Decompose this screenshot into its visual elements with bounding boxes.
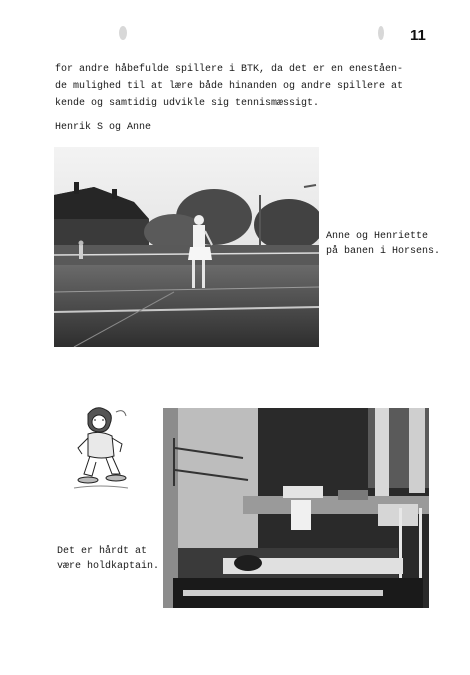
photo1-caption	[326, 229, 440, 259]
paragraph-line: kende og samtidig udvikle sig tennismæssigt.	[55, 98, 320, 109]
caption-line: på banen i Horsens.	[326, 246, 441, 257]
cartoon-sketch	[66, 404, 134, 494]
paragraph-line: for andre håbefulde spillere i BTK, da det er en eneståen-	[55, 64, 404, 75]
caption-line: Det er hårdt at	[57, 546, 148, 557]
tennis-court-photo	[54, 147, 319, 347]
caption-line: Anne og Henriette	[326, 231, 429, 242]
binder-hole-right	[378, 26, 384, 40]
page-number: 11	[410, 27, 426, 44]
dormitory-photo	[163, 408, 429, 608]
dormitory-photo-image	[163, 408, 429, 608]
binder-hole-left	[119, 26, 127, 40]
cartoon-sketch-image	[66, 404, 134, 494]
caption-line: være holdkaptain.	[57, 561, 160, 572]
paragraph-line: de mulighed til at lære både hinanden og andre spillere at	[55, 81, 404, 92]
tennis-court-photo-image	[54, 147, 319, 347]
body-paragraph	[55, 61, 415, 112]
signature: Henrik S og Anne	[55, 122, 152, 133]
photo2-caption	[57, 544, 159, 574]
